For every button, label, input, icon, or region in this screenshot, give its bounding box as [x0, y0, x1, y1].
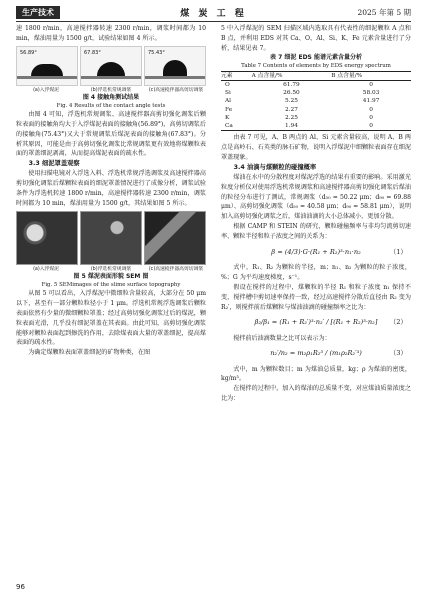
table-row: Fe 2.27 0 [225, 106, 373, 113]
table-7-title: 表 7 细泥 EDS 能谱元素含量分析 [270, 53, 362, 61]
paragraph: 为确定煤颗粒表面罩盖细泥的矿物种类，在图 [28, 349, 151, 357]
figure-4-caption-en: Fig. 4 Results of the contact angle tests [56, 102, 166, 109]
paragraph: 式中，R₁、R₂ 为颗粒的半径，m；n₁、n₂ 为颗粒的粒子浓度，%；G 为平均速度梯度，s⁻¹。 [221, 264, 411, 282]
page-number: 96 [16, 583, 25, 591]
table-row: Al 5.25 41.97 [225, 98, 380, 105]
sem-image [144, 211, 206, 265]
droplet-image: 56.89° [16, 46, 78, 86]
table-row: Si 26.50 58.03 [225, 90, 380, 97]
eds-table: 元素 A 点含量/% B 点含量/% O 61.79 0 Si 26.50 58.03 Al 5.25 41.97 Fe 2.27 0 K 2.25 0 Ca 1.94 0 [221, 71, 411, 131]
section-label: 生产技术 [16, 6, 60, 19]
paragraph: 从图 5 可以看出，入浮煤泥中微细粒含量较高，大部分在 50 μm 以下，甚至有一部分颗粒粒径小于 1 μm。浮选机常规浮选调浆后颗粒表面依然有少量的微细颗粒罩盖；经过高剪切强化调浆过后的煤泥，颗粒表面光滑，几乎没有细泥罩盖在其表面。由此可知，高剪切强化调浆能够对颗粒表面起到擦洗的作用，去除煤表面大量的罩盖细泥，提高煤表面的疏水性。 [16, 289, 206, 347]
sem-image [80, 211, 142, 265]
header-rule [16, 21, 411, 22]
table-row: Ca 1.94 0 [221, 122, 411, 131]
equation-3: n₂′/n₂ = m₂ρ₁R₂³ / (m₁ρ₂R₂′³) （3） [270, 349, 407, 358]
paragraph: 在搅拌的过程中，加入的煤油的总质量不变，对应煤油质量浓度之比为： [221, 385, 411, 403]
issue-label: 2025 年第 5 期 [357, 8, 411, 17]
page-header [16, 6, 411, 20]
section-heading: 3.3 细泥罩盖观察 [28, 160, 80, 168]
figure-5-caption: 图 5 煤泥表面形貌 SEM 图 [73, 272, 149, 280]
sem-image [16, 211, 78, 265]
equation-1: β = (4/3)·G·(R₁ + R₂)³·n₁·n₂ （1） [271, 247, 407, 256]
table-row: K 2.25 0 [225, 114, 373, 121]
right-column [221, 24, 411, 404]
figure-4-caption: 图 4 接触角测试结果 [82, 93, 140, 101]
figure-4 [16, 46, 206, 86]
droplet-image: 75.43° [144, 46, 206, 86]
journal-title: 煤 炭 工 程 [180, 9, 247, 19]
figure-5 [16, 211, 206, 265]
paragraph: 搅拌前后油滴数量之比可以表示为： [233, 334, 331, 342]
paragraph: 由表 7 可见，A、B 两点的 Al、Si 元素含量较高，说明 A、B 两点是高岭石、石英类的脉石矿物，说明入浮煤泥中细颗粒表面存在细泥罩盖现象。 [221, 134, 411, 161]
figure-5-subcaptions: (a)入浮煤泥 (b)浮选机常规调浆 (c)高速搅拌器高剪切调浆 [33, 266, 204, 272]
table-7-title-en: Table 7 Contents of elements by EDS energy spectrum [241, 62, 391, 69]
paragraph: 速 1800 r/min，高速搅拌器转速 2300 r/min，调浆时间都为 10 min，煤油用量为 1500 g/t，试验结果如图 4 所示。 [16, 25, 206, 42]
paragraph: 假设在搅拌的过程中，煤颗粒的半径 R₁ 和粒子浓度 n₁ 保持不变，搅拌槽中剪切速率保持一致，经过高速搅拌分散后直径由 R₂ 变为 R₂′，则搅拌前后煤颗粒与煤油油滴的碰撞频率之比为： [221, 283, 411, 311]
paragraph: 式中，m 为颗粒数目；m 为煤油总质量，kg；ρ 为煤油的密度，kg/m³。 [221, 365, 411, 383]
paragraph: 5 中入浮煤泥的 SEM 扫描区域内选取具有代表性的细泥颗粒 A 点和 B 点，并利用 EDS 对其 Ca、O、Al、Si、K、Fe 元素含量进行了分析，结果见表 7。 [221, 25, 411, 52]
figure-4-subcaptions: (a)入浮煤泥 (b)浮选机常规调浆 (c)高速搅拌器高剪切调浆 [33, 87, 204, 93]
left-column [16, 24, 206, 358]
paragraph: 煤油在水中的分散程度对煤泥浮选的结果有重要的影响。采用激光粒度分析仪对使用浮选机常规调浆和高速搅拌器高剪切强化调浆后煤油的粒径分布进行了测试，常规调浆（d₅₀ = 50.22 μm；d₉₀ = 69.88 μm）、高剪切强化调浆（d₅₀ = 40.58 μm；d₉₀ = 58.81 μm），说明加入高剪切强化调浆之后，煤油油滴的大小总体减小，更加分散。 [221, 173, 411, 221]
droplet-image: 67.83° [80, 46, 142, 86]
paragraph: 使用扫描电镜对入浮选入料、浮选机常规浮选调浆及高速搅拌器高剪切强化调浆后煤颗粒表面的细泥罩盖情况进行了成像分析，调浆试验条件为浮选机转速 1800 r/min，高速搅拌器转速 2300 r/min，调浆时间都为 10 min，煤油用量为 1500 g/t，其结果如图 5 所示。 [16, 170, 206, 207]
figure-5-caption-en: Fig. 5 SEMimages of the slime surface topography [41, 281, 181, 288]
paragraph: 由图 4 可知，浮选机常规调浆、高速搅拌器高剪切强化调浆后颗粒表面的接触角均大于入浮煤泥表面的接触角(56.89°)，高剪切调浆后的接触角(75.43°)又大于常规调浆后煤泥表面的接触角(67.83°)。分析其原因，可能是由于高剪切强化调浆比常规调浆更有效地将煤颗粒表面的罩盖细泥剥离，从而提高煤泥表面的疏水性。 [16, 110, 206, 158]
equation-2: β₂/β₁ = (R₁ + R₂′)³·n₂′ / [(R₁ + R₂)³·n₂] （2） [254, 318, 407, 327]
section-heading: 3.4 油滴与煤颗粒的碰撞概率 [233, 163, 317, 171]
paragraph: 根据 CAMP 和 STEIN 的研究，颗粒碰撞频率与非均匀流剪切速率、颗粒半径和粒子浓度之间的关系为： [221, 223, 411, 241]
table-row: O 61.79 0 [225, 81, 373, 88]
